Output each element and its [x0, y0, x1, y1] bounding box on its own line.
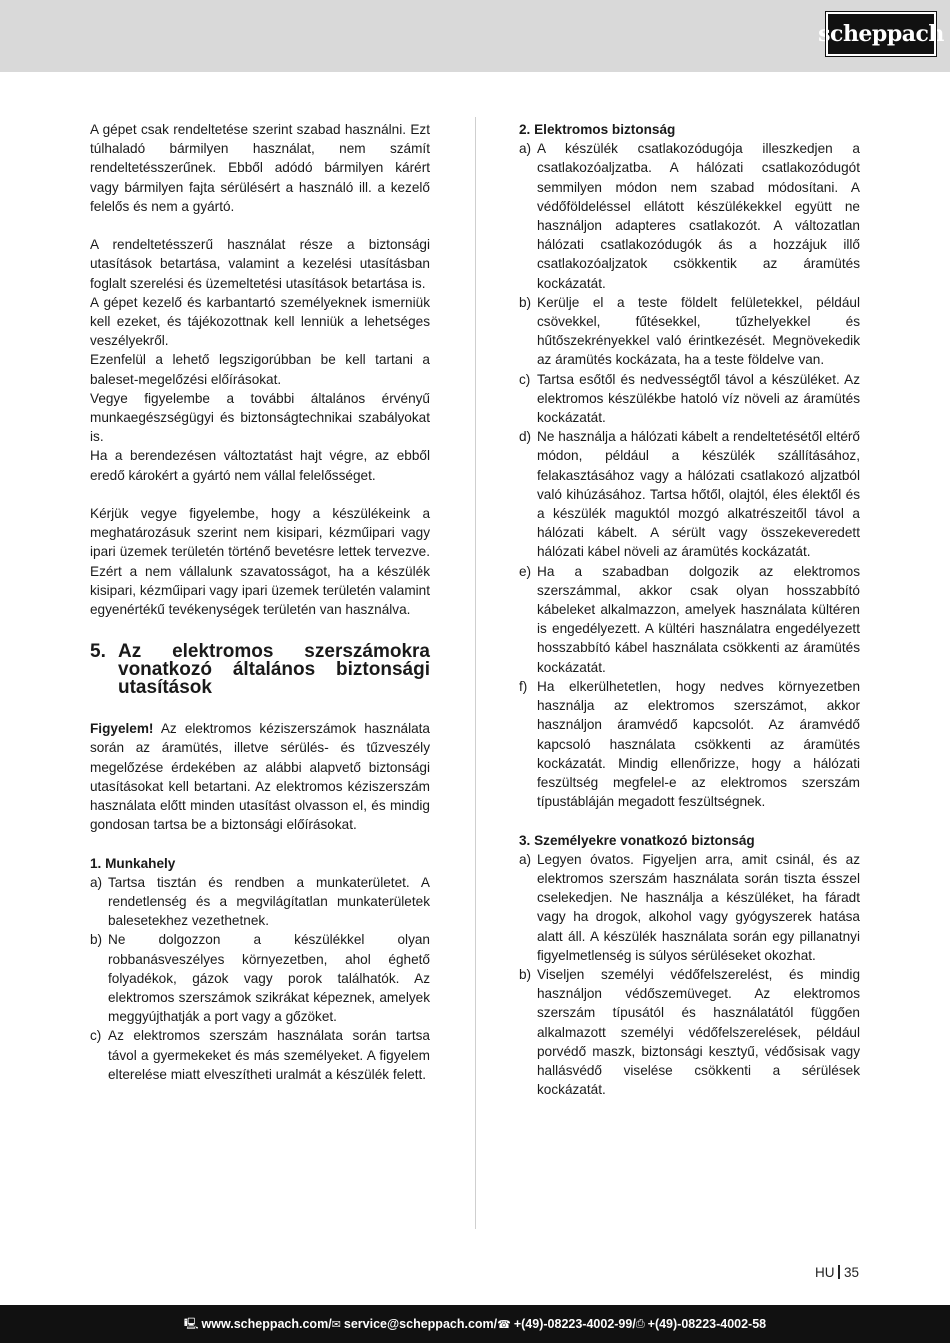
list-item-text: Viseljen személyi védőfelszerelést, és mindig használjon védőszemüveget. Az elektromos szerszám típusától és használatától függően alkalmazott személyi védőfelszerelések, például porvédő maszk, biztonsági kesztyű, védősisak vagy hallásvédő viselése csökkenti a sérülések kockázatát.: [537, 966, 860, 1098]
subsection-1-title: 1. Munkahely: [90, 855, 176, 871]
subsection-3-list: [519, 850, 860, 1100]
list-item-text: Ne dolgozzon a készülékkel olyan robbanásveszélyes környezetben, ahol éghető folyadékok, gázok vagy porok találhatók. Az elektromos szerszámok szikrákat képeznek, amelyek meggyújthatják a port vagy a gőzöket.: [108, 932, 430, 1025]
list-item-text: Kerülje el a teste földelt felületekkel, például csövekkel, fűtésekkel, tűzhelyekkel és hűtőszekrényekkel való érintkezését. Megnövekedik az áramütés kockázata, ha a teste földelve van.: [537, 294, 860, 368]
language-code: HU: [814, 1265, 835, 1280]
list-item: [519, 293, 860, 370]
list-item: [519, 139, 860, 293]
phone-icon: ☎: [497, 1318, 511, 1331]
computer-icon: 🖳: [183, 1317, 199, 1330]
footer-web[interactable]: www.scheppach.com: [201, 1317, 329, 1331]
list-item-text: Tartsa tisztán és rendben a munkaterületet. A rendetlenség és a megvilágítatlan munkaterületek balesetekhez vezethetnek.: [108, 874, 430, 929]
list-item-label: c): [519, 371, 531, 387]
paragraph: A gépet csak rendeltetése szerint szabad használni. Ezt túlhaladó bármilyen használat, nem számít rendeltetésszerűnek. Ebből adódó bármilyen kárért vagy bármilyen fajta sérülésért a használó ill. a kezelő felelős és nem a gyártó.: [90, 122, 430, 214]
left-column: [90, 120, 430, 1084]
subsection-2-list: [519, 139, 860, 811]
list-item-label: f): [519, 678, 528, 694]
list-item-text: Ha a szabadban dolgozik az elektromos szerszámmal, akkor csak olyan hosszabbító kábeleket alkalmazzon, amelyek használata kültéren is engedélyezett. A kültéri használatra engedélyezett hosszabbító kábel használata csökkenti az áramütés kockázatát.: [537, 563, 860, 675]
header-bar: [0, 0, 950, 72]
section-number: 5.: [90, 641, 106, 663]
list-item-text: Az elektromos szerszám használata során tartsa távol a gyermekeket és más személyeket. A figyelem elterelése miatt elveszítheti uralmát a készülék felett.: [108, 1028, 430, 1082]
list-item: [519, 677, 860, 811]
page-number-value: 35: [843, 1265, 859, 1280]
warning-paragraph: [90, 719, 430, 834]
list-item-label: c): [90, 1028, 102, 1044]
list-item-label: a): [519, 851, 532, 867]
right-column: [519, 120, 860, 1099]
paragraph: Ezenfelül a lehető legszigorúbban be kell tartani a baleset-megelőzési előírásokat.: [90, 352, 430, 387]
footer-phone: +(49)-08223-4002-99: [513, 1317, 633, 1331]
paragraph: A gépet kezelő és karbantartó személyeknek ismerniük kell ezeket, és tájékozottnak kell lenniük a lehetséges veszélyekről.: [90, 294, 430, 349]
list-item-label: e): [519, 563, 532, 579]
list-item-label: b): [519, 294, 532, 310]
list-item-label: b): [90, 932, 103, 948]
list-item-text: A készülék csatlakozódugója illeszkedjen a csatlakozóaljzatba. A hálózati csatlakozódugót semmilyen módon nem szabad módosítani. A védőföldeléssel ellátott készülékekkel együtt ne használjon adapteres csatlakozót. A változatlan hálózati csatlakozódugók ás a hozzájuk illő csatlakozóaljzatok csökkentik az áramütés kockázatát.: [537, 141, 860, 291]
subsection-2-title: 2. Elektromos biztonság: [519, 122, 676, 137]
list-item-text: Ne használja a hálózati kábelt a rendeltetésétől eltérő módon, például a készülék szállításához, felakasztásához vagy a hálózati csatlakozó aljzatból való kihúzásához. Tartsa hőtől, olajtól, éles élektől és a készülék maguktól mozgó alkatrészeitől távol a hálózati kábelt. A sérült vagy összekeveredett hálózati kábel növeli az áramütés kockázatát.: [537, 429, 860, 560]
list-item-text: Ha elkerülhetetlen, hogy nedves környezetben használja az elektromos szerszámot, akkor használjon áramvédő kapcsolót. Az áramvédő kapcsoló használata csökkenti az áramütés kockázatát. Mindig ellenőrizze, hogy a hálózati feszültség megfelel-e az elektromos szerszám típustábláján megadott feszültségnek.: [537, 678, 860, 810]
warning-label: Figyelem!: [90, 721, 154, 737]
list-item-label: d): [519, 429, 532, 445]
list-item: [90, 930, 430, 1026]
list-item: [519, 850, 860, 965]
page-number: [815, 1265, 859, 1280]
page-separator: [838, 1265, 840, 1279]
paragraph: A rendeltetésszerű használat része a biztonsági utasítások betartása, valamint a kezelési utasításban foglalt szerelési és üzemeltetési utasítások betartása is.: [90, 237, 430, 291]
list-item-label: a): [519, 141, 532, 157]
list-item: [90, 1026, 430, 1084]
footer-separator: /: [632, 1317, 636, 1331]
list-item: [519, 370, 860, 428]
email-icon: ✉: [331, 1318, 341, 1331]
subsection-3-title: 3. Személyekre vonatkozó biztonság: [519, 832, 755, 848]
list-item: [519, 427, 860, 561]
list-item: [519, 965, 860, 1099]
list-item: [90, 873, 430, 931]
footer-bar: [0, 1305, 950, 1343]
scheppach-logo: scheppach: [826, 12, 936, 56]
paragraph: Kérjük vegye figyelembe, hogy a készülékeink a meghatározásuk szerint nem kisipari, kézműipari vagy ipari üzemek területén történő bevetésre lettek tervezve. Ezért a nem vállalunk szavatosságot, ha a készülék kisipari, kézműipari vagy ipari üzemek területén valamint egyenértékű tevékenységek területén van használva.: [90, 506, 430, 618]
warning-text: Az elektromos kéziszerszámok használata során az áramütés, illetve sérülés- és tűzveszély megelőzése érdekében az alábbi alapvető biztonsági utasításokat kell betartani. Az elektromos kéziszerszám használata előtt minden utasítást olvasson el, és mindig gondosan tartsa be a biztonsági előírásokat.: [90, 721, 430, 833]
footer-separator: /: [493, 1317, 498, 1331]
section-5-heading: [90, 643, 430, 697]
column-divider: [475, 117, 476, 1229]
fax-icon: ⎙: [635, 1317, 645, 1330]
list-item-label: a): [90, 874, 103, 890]
list-item-label: b): [519, 966, 532, 982]
list-item-text: Legyen óvatos. Figyeljen arra, amit csinál, és az elektromos szerszám használata során tiszta ésszel cselekedjen. Ne használja a készüléket, ha fáradt vagy ha drogok, alkohol vagy gyógyszerek hatása alatt áll. A készülék használata során egy pillanatnyi figyelmetlenség is súlyos sérüléseket okozhat.: [537, 851, 860, 963]
list-item-text: Tartsa esőtől és nedvességtől távol a készüléket. Az elektromos készülékbe hatoló víz növeli az áramütés kockázatát.: [537, 371, 860, 426]
footer-separator: /: [328, 1317, 332, 1331]
paragraph: Ha a berendezésen változtatást hajt végre, az ebből eredő károkért a gyártó nem vállal felelősséget.: [90, 448, 430, 483]
paragraph: Vegye figyelembe a további általános érvényű munkaegészségügyi és biztonságtechnikai szabályokat is.: [90, 390, 430, 445]
list-item: [519, 562, 860, 677]
section-title: Az elektromos szerszámokra vonatkozó általános biztonsági utasítások: [118, 641, 430, 699]
footer-fax: +(49)-08223-4002-58: [647, 1317, 767, 1331]
subsection-1-list: [90, 873, 430, 1084]
footer-email[interactable]: service@scheppach.com: [343, 1317, 494, 1331]
